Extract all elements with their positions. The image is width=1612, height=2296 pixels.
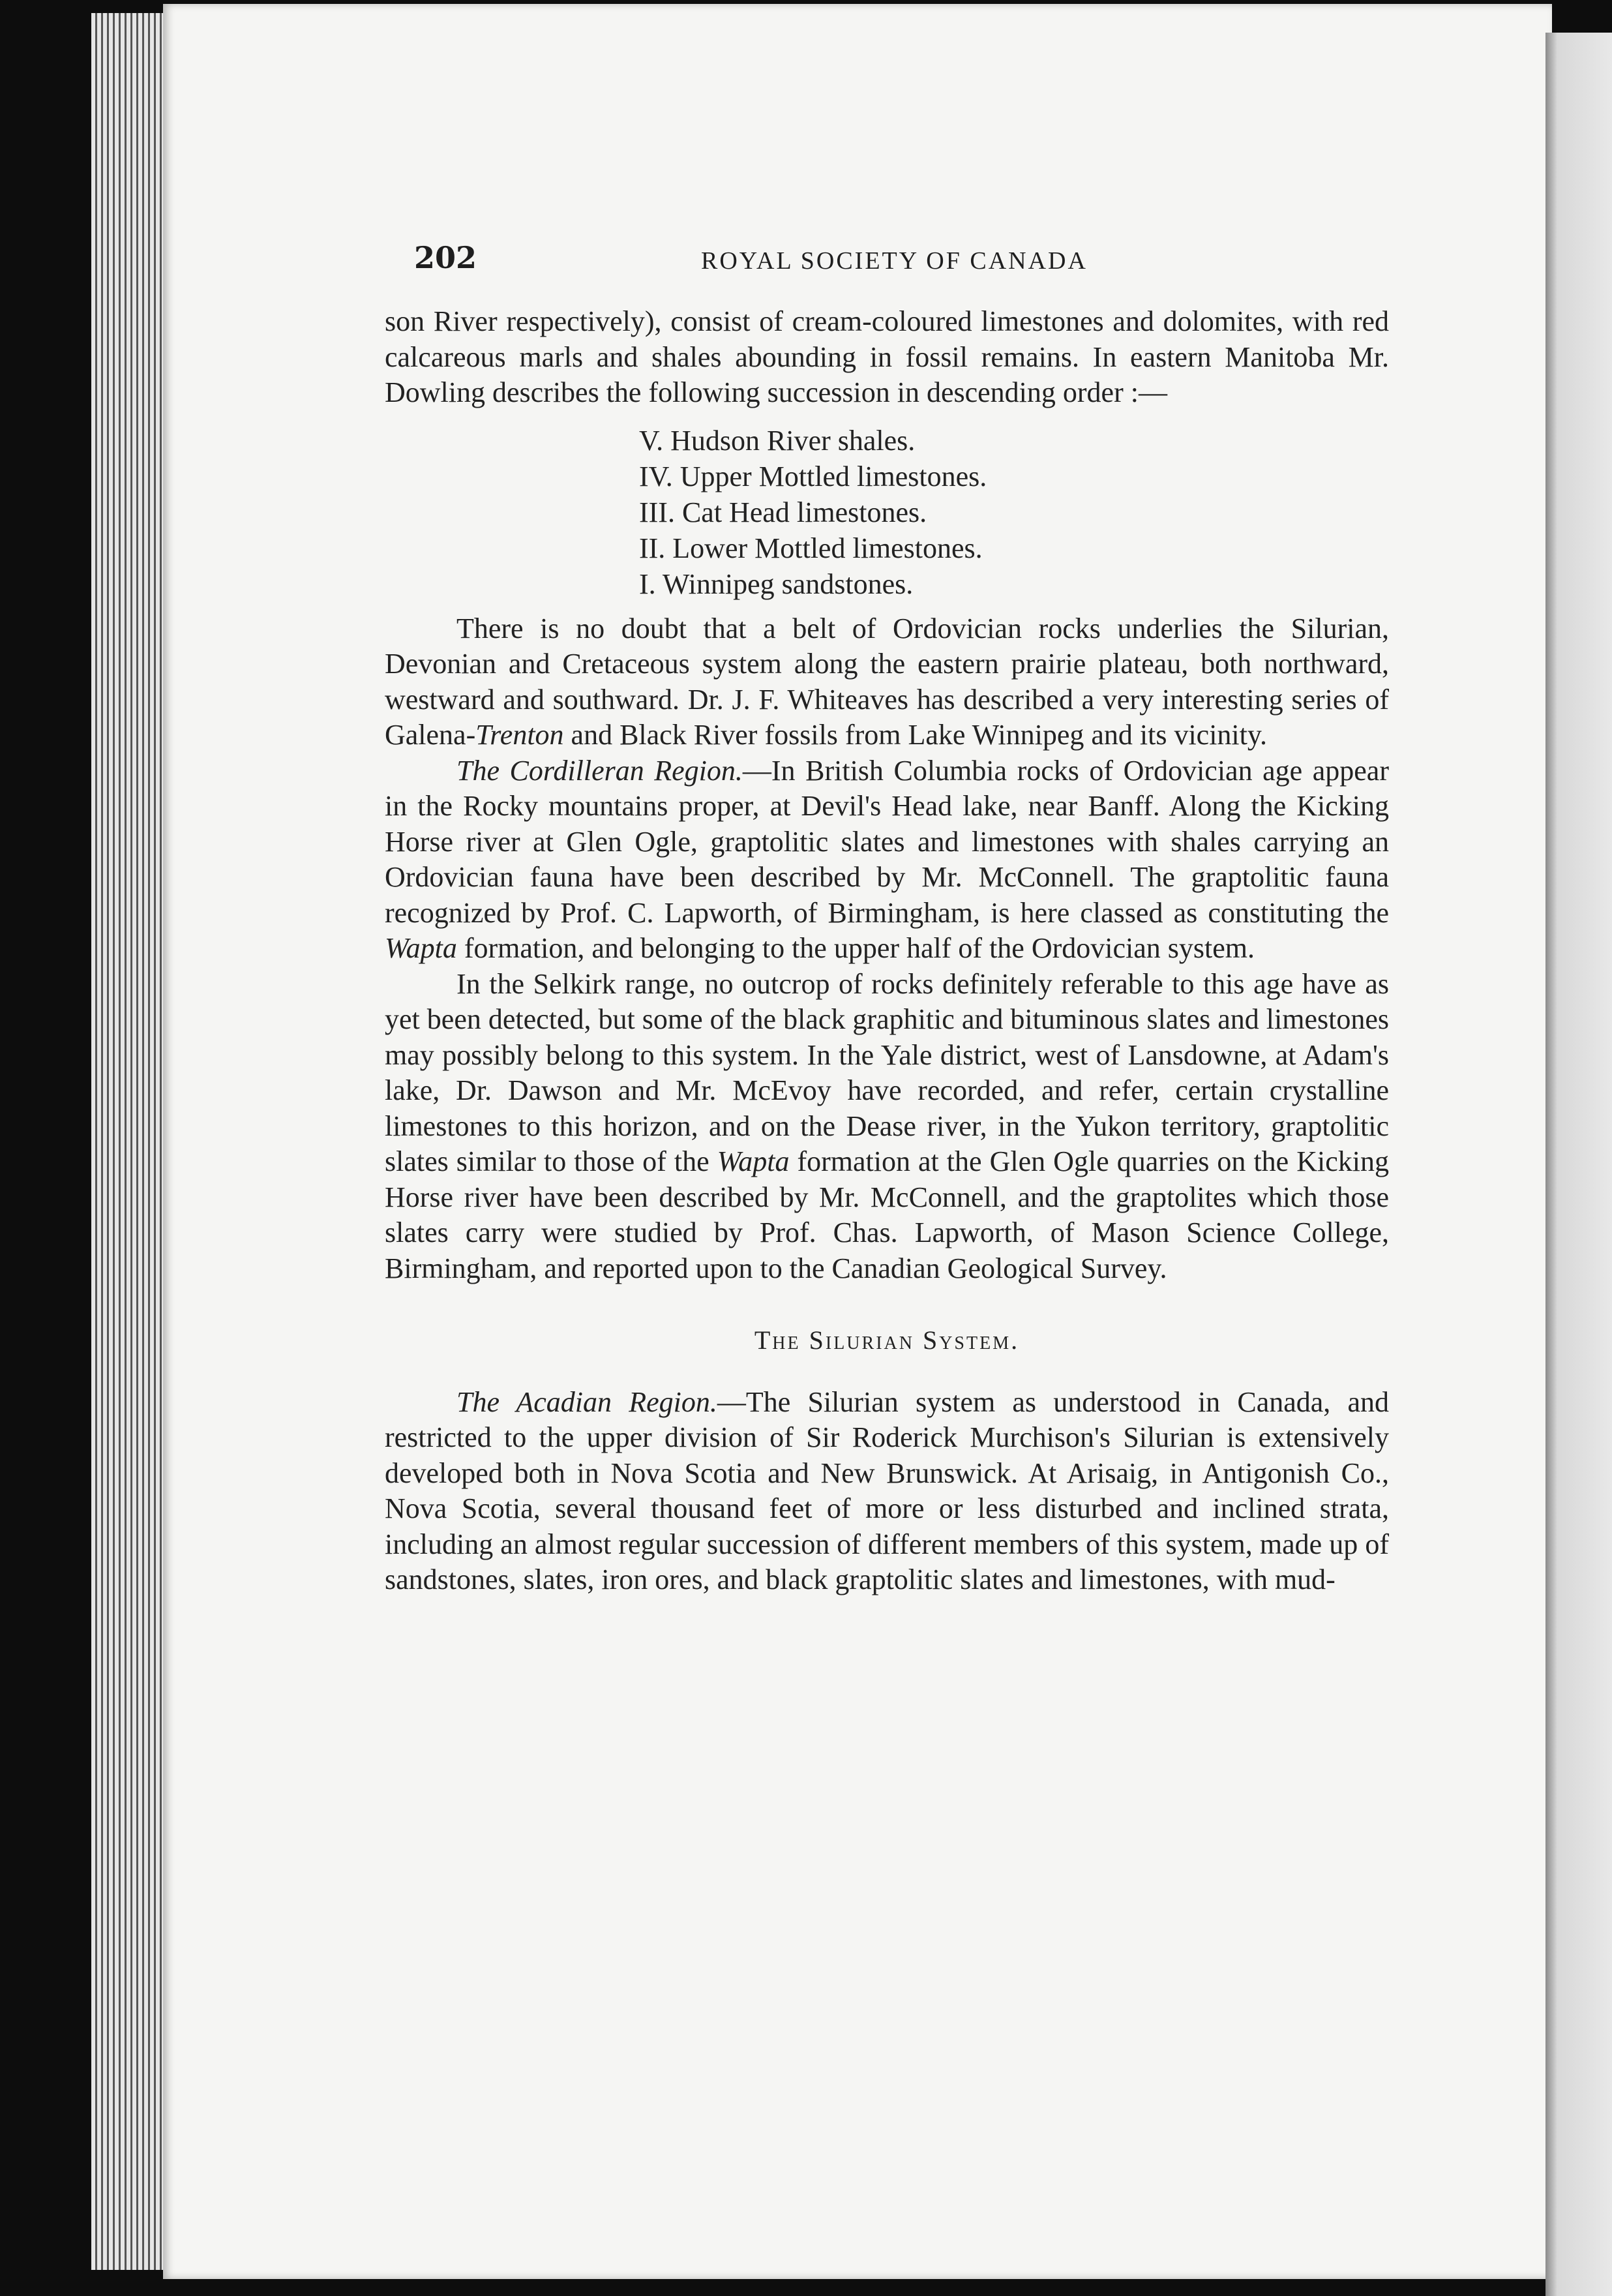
list-item: III. Cat Head limestones.: [639, 496, 927, 528]
text-run: —In British Columbia rocks of Ordovician age appear in the Rocky mountains proper, at Devil's Head lake, near Banff. Along the Kicking Horse river at Glen Ogle, graptolitic slates and limestones with shales carrying an Ordovician fauna have been described by Mr. McConnell. The graptolitic fauna recognized by Prof. C. Lapworth, of Birmingham, is here classed as constituting the: [385, 754, 1389, 929]
region-heading: The Acadian Region.: [456, 1385, 717, 1418]
text-run: and Black River fossils from Lake Winnipeg and its vicinity.: [563, 719, 1268, 751]
text-run: —The Silurian system as understood in Canada, and restricted to the upper division of Sir Roderick Murchison's Silurian is extensively developed both in Nova Scotia and New Brunswick. At Arisaig, in Antigonish Co., Nova Scotia, several thousand feet of more or less disturbed and inclined strata, including an almost regular succession of different members of this system, made up of sandstones, slates, iron ores, and black graptolitic slates and limestones, with mud-: [385, 1385, 1390, 1595]
text-run: formation at the Glen Ogle quarries on the Kicking Horse river have been described by Mr. McConnell, and the graptolites which those slates carry were studied by Prof. Chas. Lapworth, of Mason Science College, Birmingham, and reported upon to the Canadian Geological Survey.: [385, 1145, 1389, 1284]
running-head: ROYAL SOCIETY OF CANADA: [701, 247, 1088, 275]
facing-page-edge: [1545, 33, 1612, 2296]
text-run: There is no doubt that a belt of Ordovician rocks underlies the Silurian, Devonian and Cretaceous system along the eastern prairie plateau, both northward, westward and southward. Dr. J. F. Whiteaves has described a very interesting series of Galena-: [385, 612, 1389, 751]
paragraph-cordilleran: [385, 753, 1389, 967]
succession-list: [639, 423, 1389, 602]
text-run: In the Selkirk range, no outcrop of rocks definitely referable to this age have as yet been detected, but some of the black graphitic and bituminous slates and limestones may possibly belong to this system. In the Yale district, west of Lansdowne, at Adam's lake, Dr. Dawson and Mr. McEvoy have recorded, and refer, certain crystalline limestones to this horizon, and on the Dease river, in the Yukon territory, graptolitic slates similar to those of the: [385, 967, 1389, 1177]
text-run: formation, and belonging to the upper half of the Ordovician system.: [456, 932, 1255, 964]
region-heading: The Cordilleran Region.: [456, 754, 743, 787]
list-item: II. Lower Mottled limestones.: [639, 532, 983, 564]
paragraph-selkirk: [385, 967, 1389, 1287]
italic-term: Trenton: [475, 719, 564, 751]
paragraph-acadian: [385, 1385, 1389, 1598]
paragraph-continuation: son River respectively), consist of cream-coloured limestones and dolomites, with red calcareous marls and shales abounding in fossil remains. In eastern Manitoba Mr. Dowling describes the following succession in descending order :—: [385, 305, 1389, 408]
list-item: V. Hudson River shales.: [639, 424, 916, 457]
paragraph-ordovician-belt: [385, 611, 1389, 753]
book-page-edges: [91, 13, 170, 2270]
italic-term: Wapta: [717, 1145, 790, 1177]
list-item: I. Winnipeg sandstones.: [639, 567, 914, 600]
page-header: [414, 240, 1386, 286]
page-number: 202: [414, 240, 477, 275]
list-item: IV. Upper Mottled limestones.: [639, 460, 987, 492]
page-body: [385, 304, 1389, 1598]
section-heading: The Silurian System.: [754, 1325, 1020, 1355]
italic-term: Wapta: [385, 932, 457, 964]
